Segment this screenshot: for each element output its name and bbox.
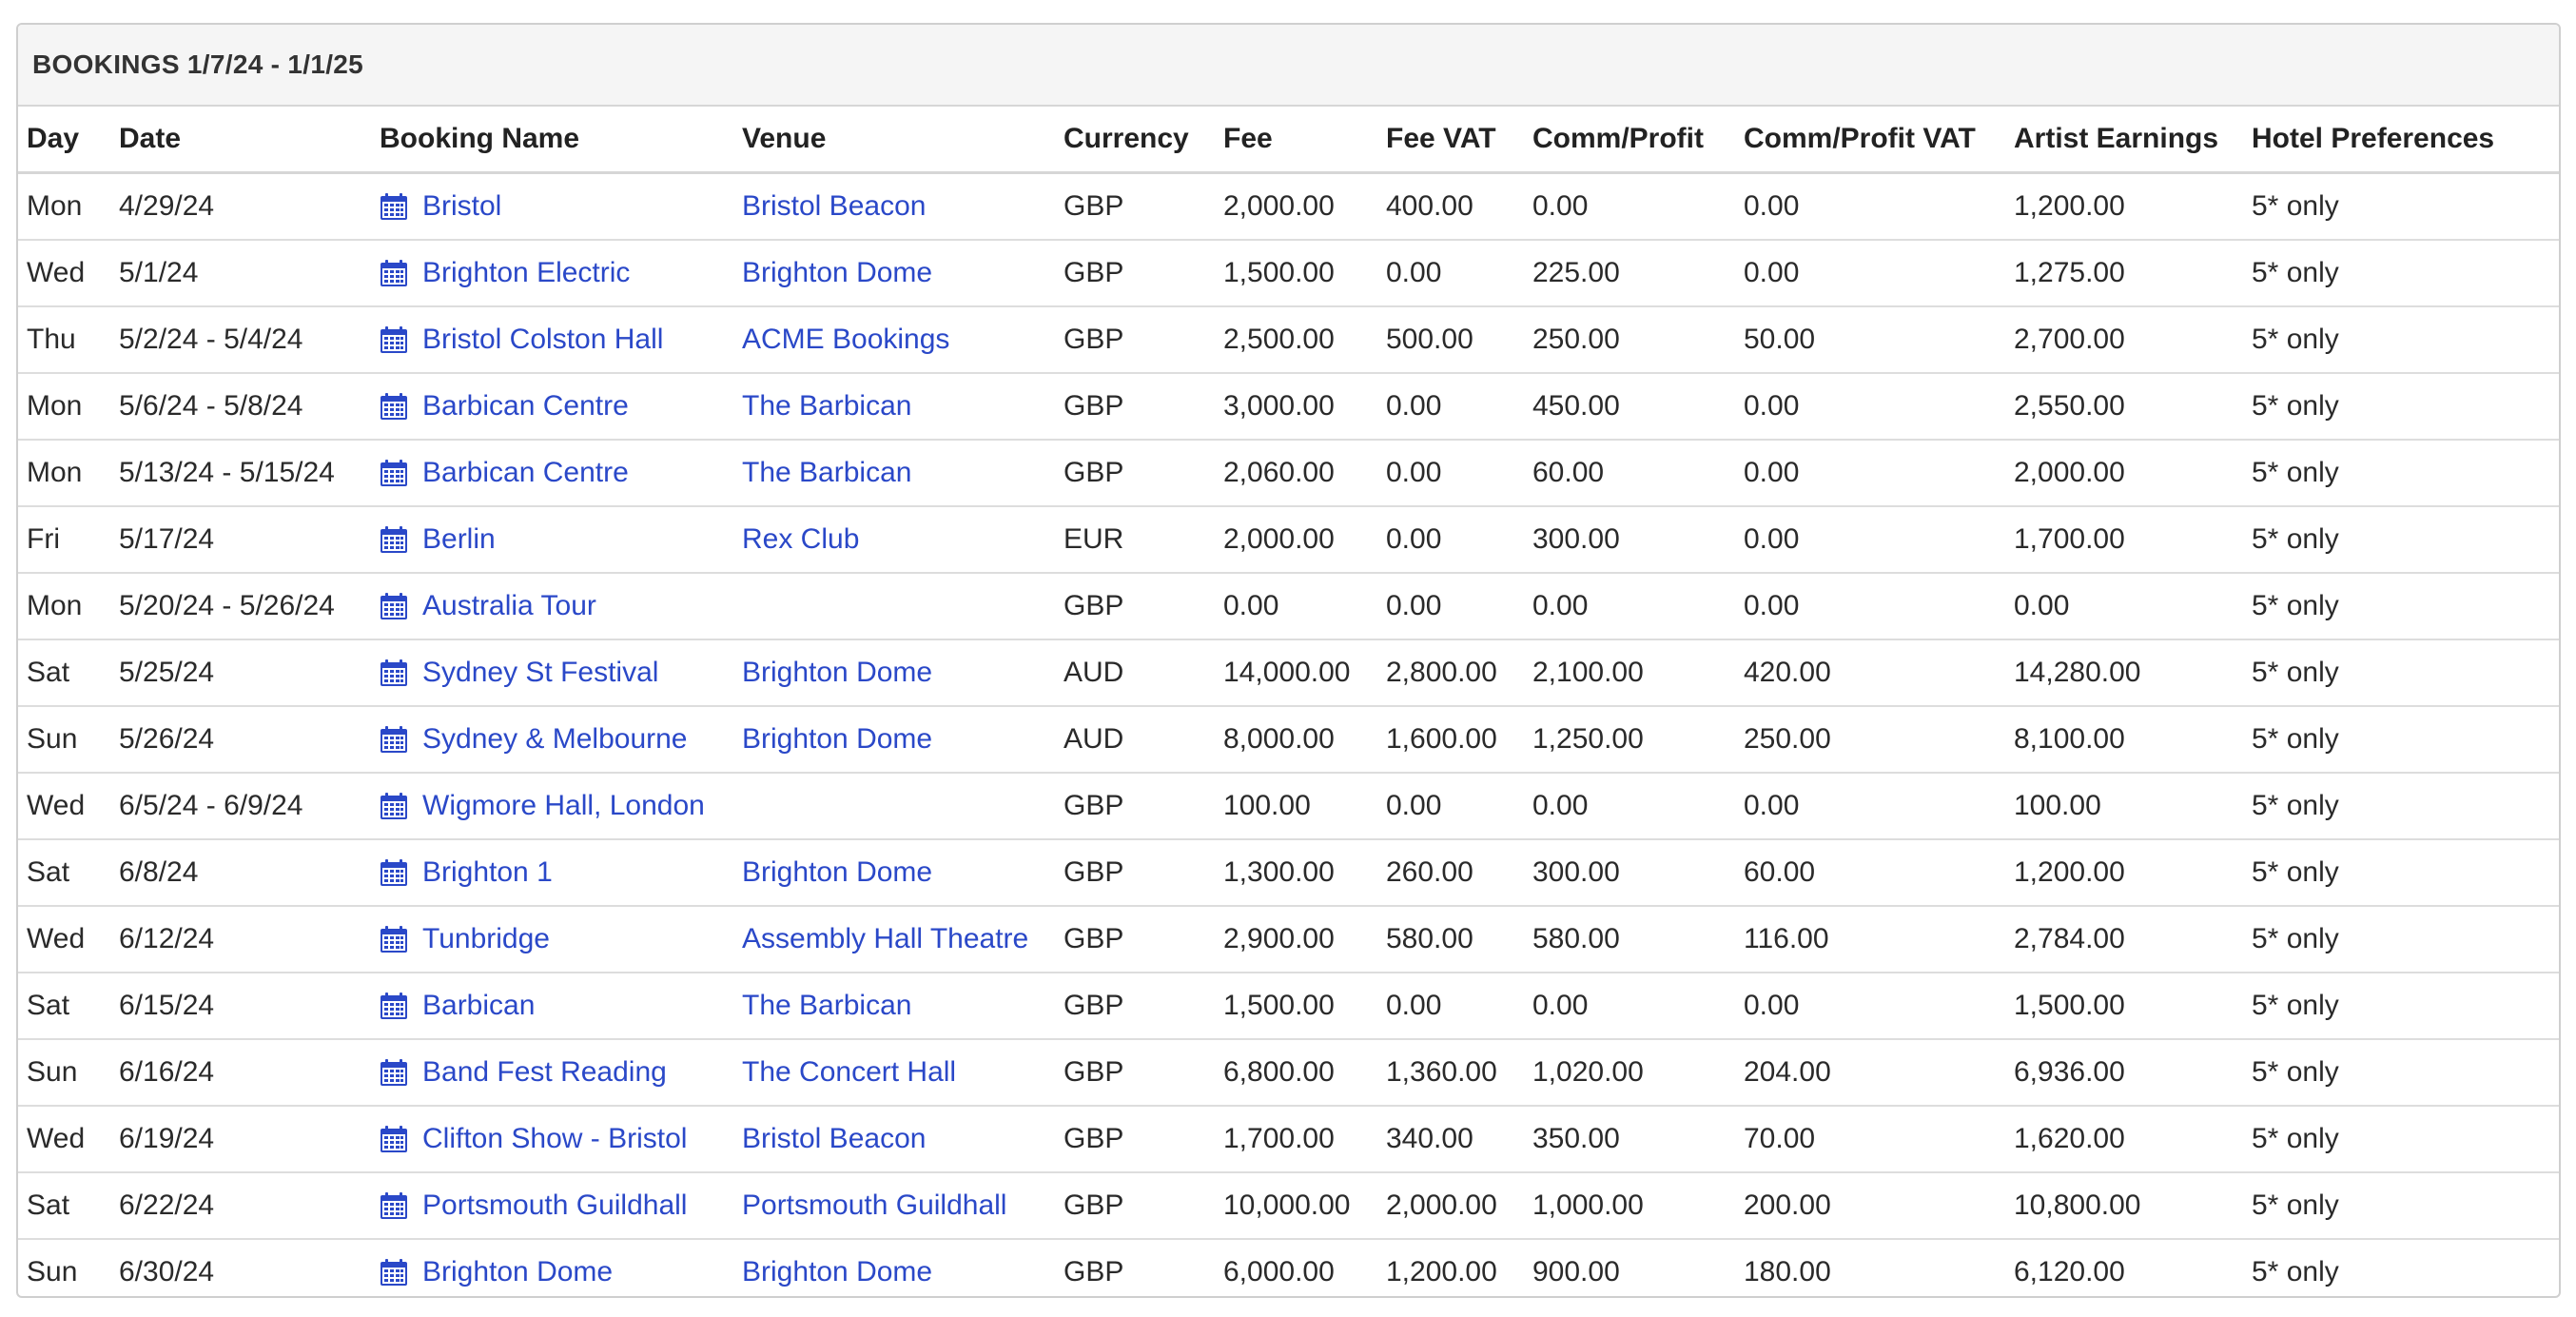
venue-link[interactable]: Rex Club [742, 523, 860, 555]
currency-cell: AUD [1055, 639, 1215, 706]
comm-profit-vat-cell: 250.00 [1735, 706, 2005, 773]
comm-profit-vat-cell: 50.00 [1735, 306, 2005, 373]
column-header-day[interactable]: Day [18, 107, 110, 173]
artist-earnings-cell: 1,500.00 [2005, 973, 2243, 1039]
venue-link[interactable]: Brighton Dome [742, 856, 933, 888]
table-row [18, 173, 2559, 241]
comm-profit-cell: 580.00 [1524, 906, 1735, 973]
artist-earnings-cell: 6,936.00 [2005, 1039, 2243, 1106]
venue-cell [733, 906, 1055, 973]
venue-link[interactable]: Bristol Beacon [742, 190, 927, 222]
day-cell: Wed [18, 1106, 110, 1172]
currency-cell: GBP [1055, 839, 1215, 906]
booking-name-link[interactable]: Brighton 1 [422, 856, 553, 888]
fee-cell: 10,000.00 [1215, 1172, 1377, 1239]
table-row [18, 1039, 2559, 1106]
calendar-icon[interactable] [380, 325, 408, 354]
hotel-preferences-cell: 5* only [2243, 839, 2559, 906]
artist-earnings-cell: 1,620.00 [2005, 1106, 2243, 1172]
fee-cell: 6,000.00 [1223, 1256, 1335, 1288]
comm-profit-vat-cell: 204.00 [1735, 1039, 2005, 1106]
comm-profit-vat-cell: 0.00 [1735, 573, 2005, 639]
booking-name-cell [371, 373, 733, 440]
hotel-preferences-cell: 5* only [2243, 1039, 2559, 1106]
comm-profit-vat-cell: 0.00 [1735, 440, 2005, 506]
artist-earnings-cell: 6,120.00 [2014, 1256, 2125, 1288]
calendar-icon[interactable] [380, 1191, 408, 1220]
column-header-fee[interactable]: Fee [1215, 107, 1377, 173]
venue-cell [733, 973, 1055, 1039]
fee-cell: 2,000.00 [1215, 173, 1377, 241]
calendar-icon[interactable] [380, 858, 408, 887]
comm-profit-cell: 250.00 [1524, 306, 1735, 373]
fee-vat-cell: 0.00 [1377, 773, 1524, 839]
table-row [18, 773, 2559, 839]
bookings-panel [16, 23, 2561, 1298]
date-cell: 5/20/24 - 5/26/24 [110, 573, 371, 639]
currency-cell: GBP [1055, 1039, 1215, 1106]
day-cell: Mon [18, 173, 110, 241]
artist-earnings-cell: 10,800.00 [2005, 1172, 2243, 1239]
day-cell: Sat [18, 1172, 110, 1239]
hotel-preferences-cell: 5* only [2243, 773, 2559, 839]
venue-cell [733, 1106, 1055, 1172]
column-header-comm-profit-vat[interactable]: Comm/Profit VAT [1735, 107, 2005, 173]
date-cell: 5/26/24 [110, 706, 371, 773]
venue-link[interactable]: Brighton Dome [742, 723, 933, 755]
booking-name-cell [371, 1172, 733, 1239]
booking-name-cell [371, 1106, 733, 1172]
hotel-preferences-cell: 5* only [2243, 173, 2559, 241]
comm-profit-cell: 1,020.00 [1524, 1039, 1735, 1106]
column-header-date[interactable]: Date [110, 107, 371, 173]
day-cell: Sat [18, 973, 110, 1039]
venue-link[interactable]: Portsmouth Guildhall [742, 1189, 1007, 1221]
artist-earnings-cell: 2,784.00 [2005, 906, 2243, 973]
venue-link[interactable]: Brighton Dome [742, 657, 933, 688]
hotel-preferences-cell: 5* only [2252, 1256, 2339, 1288]
venue-link[interactable]: The Barbican [742, 990, 912, 1021]
currency-cell: EUR [1055, 506, 1215, 573]
date-cell: 6/5/24 - 6/9/24 [110, 773, 371, 839]
venue-link[interactable]: The Concert Hall [742, 1056, 957, 1088]
fee-cell: 100.00 [1215, 773, 1377, 839]
table-row [18, 1106, 2559, 1172]
venue-link[interactable]: ACME Bookings [742, 324, 950, 355]
venue-cell [733, 440, 1055, 506]
booking-name-link[interactable]: Bristol Colston Hall [422, 324, 664, 355]
date-cell: 4/29/24 [110, 173, 371, 241]
booking-name-link[interactable]: Tunbridge [422, 923, 550, 954]
table-header-row [18, 107, 2559, 173]
table-row [18, 1172, 2559, 1239]
date-cell: 5/17/24 [110, 506, 371, 573]
currency-cell: GBP [1055, 373, 1215, 440]
table-row [18, 440, 2559, 506]
venue-cell [733, 306, 1055, 373]
fee-cell: 6,800.00 [1215, 1039, 1377, 1106]
fee-vat-cell: 2,000.00 [1377, 1172, 1524, 1239]
day-cell: Wed [18, 773, 110, 839]
booking-name-cell [371, 506, 733, 573]
booking-name-cell [371, 1239, 733, 1298]
fee-vat-cell: 1,600.00 [1377, 706, 1524, 773]
comm-profit-cell: 0.00 [1524, 773, 1735, 839]
calendar-icon[interactable] [380, 658, 408, 687]
currency-cell: GBP [1055, 1172, 1215, 1239]
currency-cell: GBP [1055, 906, 1215, 973]
comm-profit-vat-cell: 0.00 [1735, 973, 2005, 1039]
comm-profit-cell: 225.00 [1524, 240, 1735, 306]
table-body [18, 173, 2559, 1299]
comm-profit-vat-cell: 0.00 [1735, 240, 2005, 306]
booking-name-link[interactable]: Brighton Electric [422, 257, 631, 288]
artist-earnings-cell: 1,200.00 [2005, 173, 2243, 241]
artist-earnings-cell: 2,700.00 [2005, 306, 2243, 373]
venue-cell [733, 506, 1055, 573]
day-cell: Mon [18, 373, 110, 440]
booking-name-cell [371, 839, 733, 906]
table-row [18, 639, 2559, 706]
calendar-icon[interactable] [380, 1058, 408, 1087]
column-header-hotel-preferences[interactable]: Hotel Preferences [2243, 107, 2559, 173]
venue-cell [733, 773, 1055, 839]
hotel-preferences-cell: 5* only [2243, 306, 2559, 373]
booking-name-link[interactable]: Portsmouth Guildhall [422, 1189, 688, 1221]
date-cell: 6/8/24 [110, 839, 371, 906]
venue-cell [733, 706, 1055, 773]
table-row [18, 573, 2559, 639]
hotel-preferences-cell: 5* only [2243, 1172, 2559, 1239]
hotel-preferences-cell: 5* only [2243, 706, 2559, 773]
artist-earnings-cell: 1,700.00 [2005, 506, 2243, 573]
comm-profit-vat-cell: 420.00 [1735, 639, 2005, 706]
comm-profit-cell: 450.00 [1524, 373, 1735, 440]
calendar-icon[interactable] [380, 992, 408, 1020]
fee-vat-cell: 0.00 [1377, 440, 1524, 506]
fee-vat-cell: 0.00 [1377, 973, 1524, 1039]
artist-earnings-cell: 100.00 [2005, 773, 2243, 839]
currency-cell: AUD [1055, 706, 1215, 773]
booking-name-link[interactable]: Bristol [422, 190, 502, 222]
fee-cell: 1,300.00 [1215, 839, 1377, 906]
venue-cell [733, 639, 1055, 706]
artist-earnings-cell: 2,000.00 [2005, 440, 2243, 506]
column-header-venue[interactable]: Venue [733, 107, 1055, 173]
date-cell: 6/22/24 [110, 1172, 371, 1239]
day-cell: Wed [18, 906, 110, 973]
fee-cell: 3,000.00 [1215, 373, 1377, 440]
comm-profit-cell: 300.00 [1524, 839, 1735, 906]
venue-cell [733, 839, 1055, 906]
booking-name-link[interactable]: Barbican Centre [422, 390, 629, 422]
day-cell: Sun [18, 1039, 110, 1106]
venue-cell [733, 1239, 1055, 1298]
comm-profit-cell: 0.00 [1524, 973, 1735, 1039]
comm-profit-vat-cell: 0.00 [1735, 373, 2005, 440]
calendar-icon[interactable] [380, 259, 408, 287]
comm-profit-cell: 0.00 [1524, 573, 1735, 639]
artist-earnings-cell: 8,100.00 [2005, 706, 2243, 773]
bookings-table [18, 107, 2559, 1298]
date-cell: 5/13/24 - 5/15/24 [110, 440, 371, 506]
comm-profit-vat-cell: 0.00 [1735, 506, 2005, 573]
date-cell: 6/19/24 [110, 1106, 371, 1172]
day-cell: Sat [18, 839, 110, 906]
table-row [18, 839, 2559, 906]
booking-name-link[interactable]: Australia Tour [422, 590, 596, 621]
calendar-icon[interactable] [380, 725, 408, 754]
table-row [18, 506, 2559, 573]
table-row [18, 306, 2559, 373]
hotel-preferences-cell: 5* only [2243, 240, 2559, 306]
date-cell: 6/30/24 [119, 1256, 215, 1288]
day-cell: Mon [18, 573, 110, 639]
venue-cell [733, 173, 1055, 241]
calendar-icon[interactable] [380, 925, 408, 953]
fee-vat-cell: 1,360.00 [1377, 1039, 1524, 1106]
hotel-preferences-cell: 5* only [2243, 373, 2559, 440]
day-cell: Sat [18, 639, 110, 706]
fee-vat-cell: 0.00 [1377, 373, 1524, 440]
booking-name-cell [371, 440, 733, 506]
fee-cell: 2,000.00 [1215, 506, 1377, 573]
table-row [18, 706, 2559, 773]
booking-name-link[interactable]: Berlin [422, 523, 496, 555]
venue-link[interactable]: Bristol Beacon [742, 1123, 927, 1154]
venue-cell [733, 573, 1055, 639]
booking-name-cell [371, 240, 733, 306]
panel-title: BOOKINGS 1/7/24 - 1/1/25 [18, 25, 2559, 107]
comm-profit-vat-cell: 0.00 [1735, 773, 2005, 839]
fee-cell: 2,900.00 [1215, 906, 1377, 973]
calendar-icon[interactable] [380, 392, 408, 421]
comm-profit-cell: 1,000.00 [1524, 1172, 1735, 1239]
fee-cell: 1,500.00 [1215, 973, 1377, 1039]
table-row [18, 973, 2559, 1039]
hotel-preferences-cell: 5* only [2243, 573, 2559, 639]
comm-profit-vat-cell: 180.00 [1744, 1256, 1831, 1288]
booking-name-cell [371, 639, 733, 706]
venue-cell [733, 1172, 1055, 1239]
column-header-booking-name[interactable]: Booking Name [371, 107, 733, 173]
calendar-icon[interactable] [380, 1258, 408, 1287]
fee-vat-cell: 0.00 [1377, 240, 1524, 306]
fee-cell: 14,000.00 [1215, 639, 1377, 706]
column-header-fee-vat[interactable]: Fee VAT [1377, 107, 1524, 173]
table-row [18, 240, 2559, 306]
booking-name-link[interactable]: Wigmore Hall, London [422, 790, 705, 821]
currency-cell: GBP [1055, 240, 1215, 306]
day-cell: Wed [18, 240, 110, 306]
date-cell: 5/6/24 - 5/8/24 [110, 373, 371, 440]
date-cell: 6/15/24 [110, 973, 371, 1039]
fee-vat-cell: 500.00 [1377, 306, 1524, 373]
venue-link[interactable]: Brighton Dome [742, 257, 933, 288]
currency-cell: GBP [1055, 306, 1215, 373]
calendar-icon[interactable] [380, 592, 408, 620]
calendar-icon[interactable] [380, 1125, 408, 1153]
day-cell: Sun [18, 706, 110, 773]
comm-profit-cell: 900.00 [1532, 1256, 1620, 1288]
hotel-preferences-cell: 5* only [2243, 1106, 2559, 1172]
currency-cell: GBP [1055, 573, 1215, 639]
booking-name-cell [371, 706, 733, 773]
booking-name-cell [371, 306, 733, 373]
hotel-preferences-cell: 5* only [2243, 639, 2559, 706]
currency-cell: GBP [1064, 1256, 1124, 1288]
fee-vat-cell: 400.00 [1377, 173, 1524, 241]
currency-cell: GBP [1055, 773, 1215, 839]
fee-vat-cell: 340.00 [1377, 1106, 1524, 1172]
booking-name-link[interactable]: Barbican Centre [422, 457, 629, 488]
calendar-icon[interactable] [380, 792, 408, 820]
comm-profit-cell: 60.00 [1524, 440, 1735, 506]
venue-cell [733, 240, 1055, 306]
venue-link[interactable]: The Barbican [742, 390, 912, 422]
fee-vat-cell: 580.00 [1377, 906, 1524, 973]
date-cell: 5/25/24 [110, 639, 371, 706]
booking-name-cell [371, 973, 733, 1039]
booking-name-link[interactable]: Barbican [422, 990, 536, 1021]
booking-name-link[interactable]: Sydney & Melbourne [422, 723, 688, 755]
currency-cell: GBP [1055, 1106, 1215, 1172]
date-cell: 6/12/24 [110, 906, 371, 973]
comm-profit-vat-cell: 0.00 [1735, 173, 2005, 241]
hotel-preferences-cell: 5* only [2243, 906, 2559, 973]
venue-cell [733, 373, 1055, 440]
fee-cell: 1,700.00 [1215, 1106, 1377, 1172]
venue-link[interactable]: Brighton Dome [742, 1256, 933, 1288]
currency-cell: GBP [1055, 440, 1215, 506]
currency-cell: GBP [1055, 973, 1215, 1039]
fee-vat-cell: 1,200.00 [1386, 1256, 1497, 1288]
calendar-icon[interactable] [380, 459, 408, 487]
comm-profit-vat-cell: 116.00 [1735, 906, 2005, 973]
day-cell: Mon [18, 440, 110, 506]
day-cell: Fri [18, 506, 110, 573]
booking-name-link[interactable]: Band Fest Reading [422, 1056, 667, 1088]
comm-profit-cell: 0.00 [1524, 173, 1735, 241]
artist-earnings-cell: 1,200.00 [2005, 839, 2243, 906]
column-header-currency[interactable]: Currency [1055, 107, 1215, 173]
venue-link[interactable]: The Barbican [742, 457, 912, 488]
booking-name-cell [371, 1039, 733, 1106]
comm-profit-cell: 1,250.00 [1524, 706, 1735, 773]
comm-profit-cell: 300.00 [1524, 506, 1735, 573]
hotel-preferences-cell: 5* only [2243, 973, 2559, 1039]
artist-earnings-cell: 1,275.00 [2005, 240, 2243, 306]
fee-cell: 1,500.00 [1215, 240, 1377, 306]
artist-earnings-cell: 0.00 [2005, 573, 2243, 639]
booking-name-cell [371, 773, 733, 839]
date-cell: 6/16/24 [110, 1039, 371, 1106]
hotel-preferences-cell: 5* only [2243, 506, 2559, 573]
comm-profit-cell: 350.00 [1524, 1106, 1735, 1172]
venue-link[interactable]: Assembly Hall Theatre [742, 923, 1029, 954]
comm-profit-vat-cell: 70.00 [1735, 1106, 2005, 1172]
date-cell: 5/2/24 - 5/4/24 [110, 306, 371, 373]
booking-name-link[interactable]: Sydney St Festival [422, 657, 659, 688]
column-header-comm-profit[interactable]: Comm/Profit [1524, 107, 1735, 173]
booking-name-link[interactable]: Brighton Dome [422, 1256, 614, 1288]
fee-cell: 2,060.00 [1215, 440, 1377, 506]
fee-cell: 0.00 [1215, 573, 1377, 639]
comm-profit-cell: 2,100.00 [1524, 639, 1735, 706]
hotel-preferences-cell: 5* only [2243, 440, 2559, 506]
table-row [18, 373, 2559, 440]
day-cell: Thu [18, 306, 110, 373]
day-cell: Sun [27, 1256, 78, 1288]
fee-vat-cell: 2,800.00 [1377, 639, 1524, 706]
artist-earnings-cell: 2,550.00 [2005, 373, 2243, 440]
fee-vat-cell: 0.00 [1377, 573, 1524, 639]
venue-cell [733, 1039, 1055, 1106]
comm-profit-vat-cell: 200.00 [1735, 1172, 2005, 1239]
calendar-icon[interactable] [380, 525, 408, 554]
calendar-icon[interactable] [380, 192, 408, 221]
table-row [18, 906, 2559, 973]
fee-vat-cell: 260.00 [1377, 839, 1524, 906]
fee-cell: 2,500.00 [1215, 306, 1377, 373]
table-row [18, 1239, 2559, 1298]
artist-earnings-cell: 14,280.00 [2005, 639, 2243, 706]
date-cell: 5/1/24 [110, 240, 371, 306]
fee-vat-cell: 0.00 [1377, 506, 1524, 573]
booking-name-cell [371, 173, 733, 241]
booking-name-cell [371, 573, 733, 639]
fee-cell: 8,000.00 [1215, 706, 1377, 773]
booking-name-cell [371, 906, 733, 973]
comm-profit-vat-cell: 60.00 [1735, 839, 2005, 906]
column-header-artist-earnings[interactable]: Artist Earnings [2005, 107, 2243, 173]
booking-name-link[interactable]: Clifton Show - Bristol [422, 1123, 688, 1154]
currency-cell: GBP [1055, 173, 1215, 241]
